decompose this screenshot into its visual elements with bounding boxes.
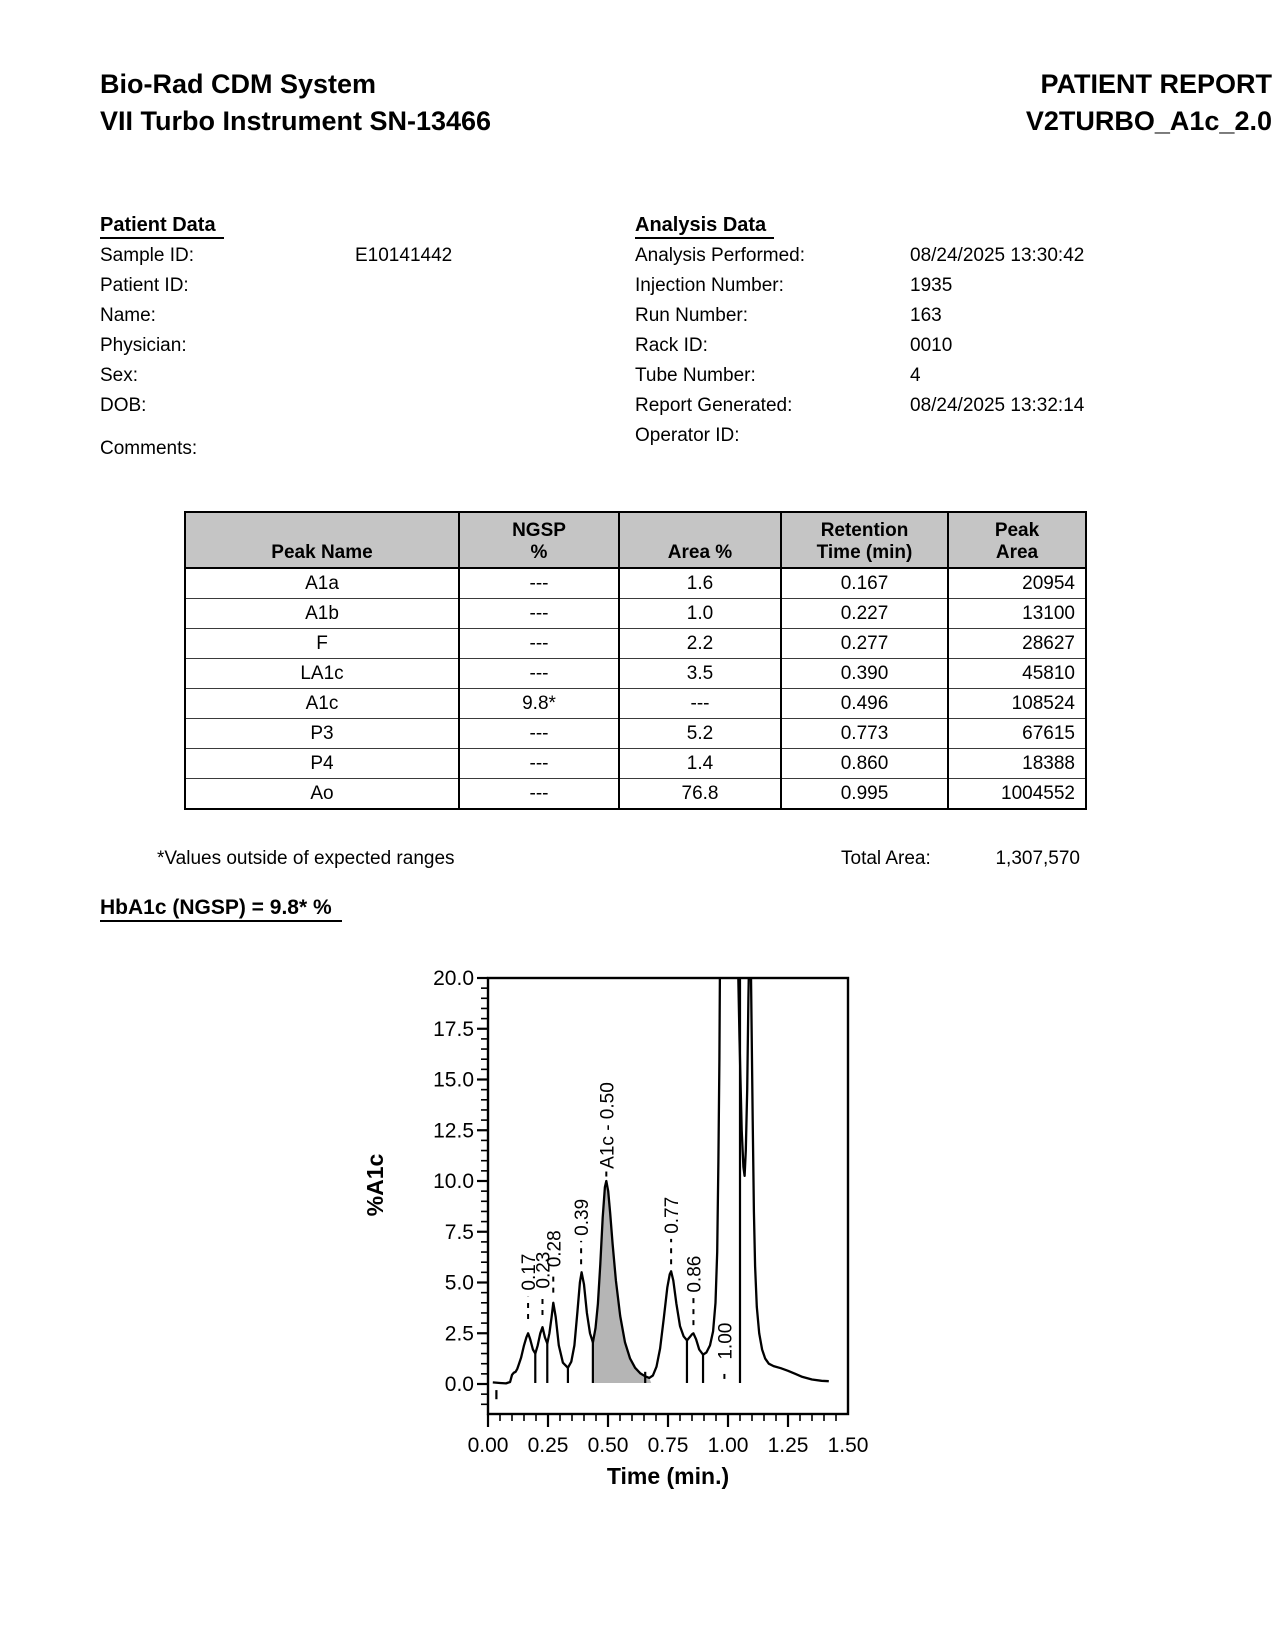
peak-name-cell: LA1c xyxy=(185,659,459,689)
svg-text:1.00: 1.00 xyxy=(707,1434,749,1457)
analysis-field-label: Run Number: xyxy=(635,305,748,326)
value-cell: 108524 xyxy=(948,689,1086,719)
column-header: NGSP % xyxy=(459,512,619,568)
value-cell: 0.496 xyxy=(781,689,948,719)
svg-text:0.75: 0.75 xyxy=(647,1434,689,1457)
table-row xyxy=(185,659,1086,689)
peak-name-cell: A1a xyxy=(185,568,459,599)
brand-line1: Bio-Rad CDM System xyxy=(100,69,377,99)
patient-data-section xyxy=(100,214,620,425)
patient-field-row xyxy=(100,305,620,335)
analysis-field-value: 08/24/2025 13:30:42 xyxy=(910,245,1085,266)
value-cell: 0.167 xyxy=(781,568,948,599)
patient-field-row xyxy=(100,365,620,395)
svg-text:1.25: 1.25 xyxy=(767,1434,809,1457)
value-cell: --- xyxy=(459,599,619,629)
analysis-field-label: Tube Number: xyxy=(635,365,756,386)
patient-field-row xyxy=(100,275,620,305)
svg-text:10.0: 10.0 xyxy=(433,1170,474,1193)
peak-name-cell: P4 xyxy=(185,749,459,779)
peak-label: A1c - 0.50 xyxy=(597,1082,619,1169)
total-area-label: Total Area: xyxy=(841,848,931,869)
analysis-field-value: 08/24/2025 13:32:14 xyxy=(910,395,1085,416)
column-header: Peak Area xyxy=(948,512,1086,568)
value-cell: 1.6 xyxy=(619,568,781,599)
analysis-field-value: 1935 xyxy=(910,275,953,296)
value-cell: --- xyxy=(459,779,619,810)
value-cell: --- xyxy=(459,568,619,599)
peak-name-cell: P3 xyxy=(185,719,459,749)
analysis-field-label: Injection Number: xyxy=(635,275,784,296)
patient-field-label: Name: xyxy=(100,305,156,326)
value-cell: 0.995 xyxy=(781,779,948,810)
patient-field-label: Sex: xyxy=(100,365,139,386)
axis-ticks xyxy=(477,978,836,1427)
analysis-field-value: 4 xyxy=(910,365,921,386)
value-cell: 20954 xyxy=(948,568,1086,599)
analysis-field-row xyxy=(635,365,1235,395)
analysis-field-row xyxy=(635,275,1235,305)
analysis-field-row xyxy=(635,245,1235,275)
analysis-field-value: 163 xyxy=(910,305,942,326)
patient-field-row xyxy=(100,395,620,425)
peak-name-cell: Ao xyxy=(185,779,459,810)
patient-field-label: Sample ID: xyxy=(100,245,194,266)
peak-label: 0.39 xyxy=(572,1198,594,1236)
patient-field-row xyxy=(100,335,620,365)
peak-label: 0.77 xyxy=(662,1196,684,1234)
peak-results-table xyxy=(184,511,1087,810)
table-header xyxy=(185,512,1086,568)
table-row xyxy=(185,599,1086,629)
svg-text:7.5: 7.5 xyxy=(444,1220,474,1244)
value-cell: 1.0 xyxy=(619,599,781,629)
value-cell: 1.4 xyxy=(619,749,781,779)
svg-text:0.0: 0.0 xyxy=(444,1373,474,1396)
column-header: Retention Time (min) xyxy=(781,512,948,568)
value-cell: --- xyxy=(459,659,619,689)
value-cell: 67615 xyxy=(948,719,1086,749)
footnote: *Values outside of expected ranges xyxy=(157,848,455,869)
value-cell: --- xyxy=(459,749,619,779)
peak-label: 0.86 xyxy=(684,1255,706,1293)
x-axis-title: Time (min.) xyxy=(606,1463,730,1489)
peak-label: 0.17 xyxy=(519,1253,541,1291)
value-cell: 1004552 xyxy=(948,779,1086,810)
patient-field-row xyxy=(100,245,620,275)
hba1c-result: HbA1c (NGSP) = 9.8* % xyxy=(100,896,342,922)
plot-border xyxy=(488,978,848,1414)
peak-label: 0.23 xyxy=(533,1251,555,1289)
peak-name-cell: F xyxy=(185,629,459,659)
value-cell: 0.860 xyxy=(781,749,948,779)
chromatogram-trace xyxy=(493,950,829,1383)
total-area-value: 1,307,570 xyxy=(995,848,1080,869)
value-cell: --- xyxy=(459,629,619,659)
value-cell: 0.277 xyxy=(781,629,948,659)
value-cell: 2.2 xyxy=(619,629,781,659)
analysis-field-label: Rack ID: xyxy=(635,335,708,356)
analysis-field-label: Analysis Performed: xyxy=(635,245,806,266)
a1c-shaded-peak xyxy=(593,1181,651,1383)
value-cell: 18388 xyxy=(948,749,1086,779)
table-row xyxy=(185,719,1086,749)
value-cell: 28627 xyxy=(948,629,1086,659)
svg-text:12.5: 12.5 xyxy=(433,1119,474,1143)
value-cell: 45810 xyxy=(948,659,1086,689)
svg-text:0.00: 0.00 xyxy=(467,1434,509,1457)
svg-text:15.0: 15.0 xyxy=(433,1068,474,1092)
peak-name-cell: A1c xyxy=(185,689,459,719)
brand-line2: VII Turbo Instrument SN-13466 xyxy=(100,106,492,136)
peak-name-cell: A1b xyxy=(185,599,459,629)
patient-field-label: DOB: xyxy=(100,395,147,416)
peak-labels xyxy=(519,1082,736,1379)
report-subtitle: V2TURBO_A1c_2.0 xyxy=(1025,106,1272,136)
column-header: Area % xyxy=(619,512,781,568)
svg-text:17.5: 17.5 xyxy=(433,1017,474,1041)
patient-data-title: Patient Data xyxy=(100,214,224,239)
report-title-block xyxy=(1026,66,1272,140)
analysis-fields xyxy=(635,245,1235,455)
value-cell: 5.2 xyxy=(619,719,781,749)
analysis-field-row xyxy=(635,335,1235,365)
table-row xyxy=(185,629,1086,659)
svg-text:0.50: 0.50 xyxy=(587,1434,629,1457)
analysis-field-row xyxy=(635,395,1235,425)
analysis-field-label: Report Generated: xyxy=(635,395,793,416)
report-title: PATIENT REPORT xyxy=(1040,69,1272,99)
column-header: Peak Name xyxy=(185,512,459,568)
svg-text:5.0: 5.0 xyxy=(444,1271,474,1295)
svg-text:0.25: 0.25 xyxy=(527,1434,569,1457)
y-axis-title: %A1c xyxy=(362,1153,388,1217)
value-cell: --- xyxy=(459,719,619,749)
svg-text:1.50: 1.50 xyxy=(827,1434,869,1457)
value-cell: 0.390 xyxy=(781,659,948,689)
patient-field-value: E10141442 xyxy=(355,245,453,266)
patient-field-label: Physician: xyxy=(100,335,187,356)
peak-label: 0.28 xyxy=(544,1230,566,1268)
analysis-field-value: 0010 xyxy=(910,335,953,356)
value-cell: 76.8 xyxy=(619,779,781,810)
table-row xyxy=(185,749,1086,779)
svg-text:2.5: 2.5 xyxy=(444,1322,474,1346)
value-cell: 9.8* xyxy=(459,689,619,719)
patient-field-label: Patient ID: xyxy=(100,275,189,296)
comments-label: Comments: xyxy=(100,438,198,459)
chromatogram-chart xyxy=(330,950,920,1510)
analysis-field-row xyxy=(635,305,1235,335)
analysis-field-label: Operator ID: xyxy=(635,425,740,446)
table-row xyxy=(185,779,1086,810)
analysis-data-section xyxy=(635,214,1235,455)
svg-text:20.0: 20.0 xyxy=(433,967,474,990)
analysis-field-row xyxy=(635,425,1235,455)
value-cell: 0.773 xyxy=(781,719,948,749)
table-row xyxy=(185,689,1086,719)
value-cell: 0.227 xyxy=(781,599,948,629)
value-cell: 13100 xyxy=(948,599,1086,629)
table-row xyxy=(185,568,1086,599)
peak-label: 1.00 xyxy=(715,1322,737,1360)
patient-fields xyxy=(100,245,620,425)
value-cell: --- xyxy=(619,689,781,719)
analysis-data-title: Analysis Data xyxy=(635,214,774,239)
instrument-brand xyxy=(100,66,491,140)
value-cell: 3.5 xyxy=(619,659,781,689)
plot-area xyxy=(493,950,829,1383)
